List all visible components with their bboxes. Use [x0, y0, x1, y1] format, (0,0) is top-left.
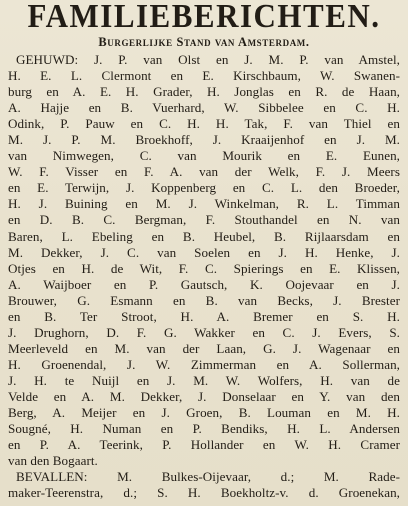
section-subheading: Burgerlijke Stand van Amsterdam.: [98, 35, 310, 49]
gehuwd-line: Brouwer, G. Esmann en B. van Becks, J. Brester: [8, 292, 400, 308]
gehuwd-line: Sougné, H. Numan en P. Bendiks, H. L. Andersen: [8, 421, 400, 437]
gehuwd-line: en B. Ter Stroot, H. A. Bremer en S. H.: [8, 308, 400, 324]
notice-body: [8, 52, 400, 501]
gehuwd-line: Odink, P. Pauw en C. H. H. Tak, F. van Thiel en: [8, 116, 400, 132]
gehuwd-line: Meerleveld en M. van der Laan, G. J. Wagenaar en: [8, 340, 400, 356]
gehuwd-line: en E. Terwijn, J. Koppenberg en C. L. den Broeder,: [8, 180, 400, 196]
gehuwd-line: H. J. Buining en M. J. Winkelman, R. L. Timman: [8, 196, 400, 212]
gehuwd-line: A. Hajje en B. Vuerhard, W. Sibbelee en C. H.: [8, 100, 400, 116]
gehuwd-line: H. Groenendal, J. W. Zimmerman en A. Sollerman,: [8, 356, 400, 372]
gehuwd-line: M. J. P. M. Broekhoff, J. Kraaijenhof en J. M.: [8, 132, 400, 148]
gehuwd-line: van den Bogaart.: [8, 453, 98, 469]
section-heading: FAMILIEBERICHTEN.: [27, 0, 381, 35]
gehuwd-line: J. Drughorn, D. F. G. Wakker en C. J. Evers, S.: [8, 324, 400, 340]
gehuwd-line: burg en A. E. H. Grader, H. Jonglas en R. de Haan,: [8, 84, 400, 100]
gehuwd-line: en P. A. Teerink, P. Hollander en W. H. Cramer: [8, 437, 400, 453]
gehuwd-line: H. E. L. Clermont en E. Kirschbaum, W. Swanen-: [8, 68, 400, 84]
gehuwd-line: W. F. Visser en F. A. van der Welk, F. J. Meers: [8, 164, 400, 180]
gehuwd-line: Berg, A. Meijer en J. Groen, B. Louman en M. H.: [8, 405, 400, 421]
gehuwd-line: Otjes en H. de Wit, F. C. Spierings en E. Klissen,: [8, 260, 400, 276]
gehuwd-line: van Nimwegen, C. van Mourik en E. Eunen,: [8, 148, 400, 164]
gehuwd-line: A. Waijboer en P. Gautsch, K. Oojevaar en J.: [8, 276, 400, 292]
gehuwd-line: J. H. te Nuijl en J. M. W. Wolfers, H. van de: [8, 372, 400, 388]
gehuwd-line: GEHUWD: J. P. van Olst en J. M. P. van Amstel,: [16, 52, 400, 67]
gehuwd-line: M. Dekker, J. C. van Soelen en J. H. Henke, J.: [8, 244, 400, 260]
bevallen-line: maker-Teerenstra, d.; S. H. Boekholtz-v. d. Groenekan,: [8, 485, 400, 501]
gehuwd-line: Baren, L. Ebeling en B. Heubel, B. Rijlaarsdam en: [8, 228, 400, 244]
gehuwd-line: en D. B. C. Bergman, F. Stouthandel en N. van: [8, 212, 400, 228]
bevallen-line: BEVALLEN: M. Bulkes-Oijevaar, d.; M. Rade-: [16, 469, 400, 485]
gehuwd-line: Velde en A. M. Dekker, J. Donselaar en Y. van den: [8, 388, 400, 404]
